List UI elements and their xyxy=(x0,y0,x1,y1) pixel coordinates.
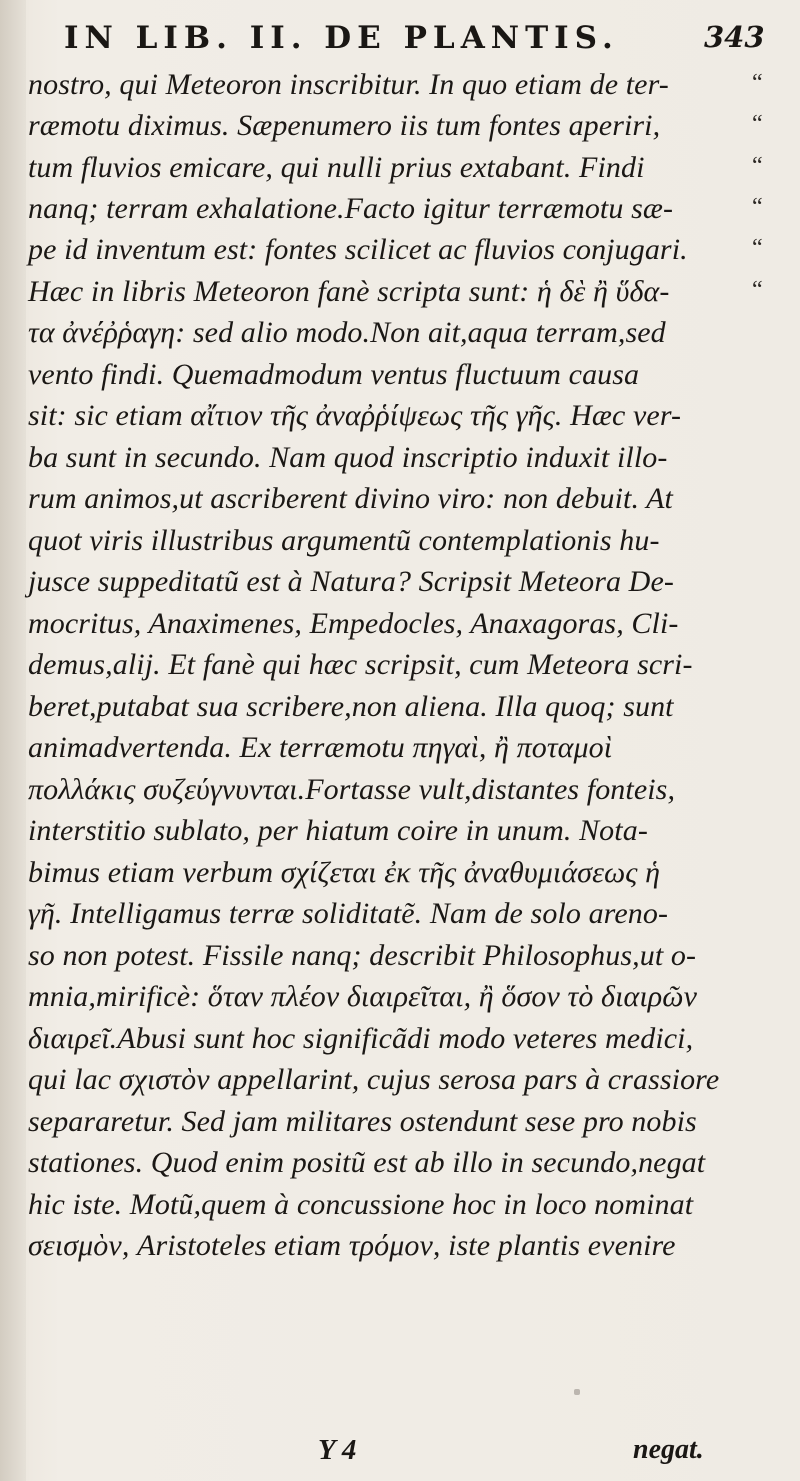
text-line: stationes. Quod enim positũ est ab illo in secundo,negat xyxy=(28,1146,706,1179)
text-line: separaretur. Sed jam militares ostendunt sese pro nobis xyxy=(28,1105,697,1138)
text-line: nanq; terram exhalatione.Facto igitur terræmotu sæ- xyxy=(28,192,674,225)
text-line: interstitio sublato, per hiatum coire in unum. Nota- xyxy=(28,814,648,847)
catchword: negat. xyxy=(633,1434,704,1465)
running-head: IN LIB. II. DE PLANTIS. xyxy=(64,20,619,56)
quotation-mark: “ xyxy=(752,277,763,303)
text-line: demus,alij. Et fanè qui hæc scripsit, cum Meteora scri- xyxy=(28,648,693,681)
text-line: qui lac σχιστὸν appellarint, cujus serosa pars à crassiore xyxy=(28,1063,720,1096)
text-line: ræmotu diximus. Sæpenumero iis tum fontes aperiri, xyxy=(28,109,661,142)
text-line: vento findi. Quemadmodum ventus fluctuum causa xyxy=(28,358,640,391)
text-line: γῆ. Intelligamus terræ soliditatẽ. Nam de solo areno- xyxy=(28,897,669,930)
text-line: mnia,mirificè: ὅταν πλέον διαιρεῖται, ἢ ὅσον τὸ διαιρῶν xyxy=(28,980,697,1013)
quotation-mark: “ xyxy=(752,235,763,261)
text-line: tum fluvios emicare, qui nulli prius extabant. Findi xyxy=(28,151,645,184)
quotation-mark: “ xyxy=(752,194,763,220)
text-line: Hæc in libris Meteoron fanè scripta sunt: ἡ δὲ ἢ ὕδα- xyxy=(28,275,670,308)
text-line: quot viris illustribus argumentũ contemplationis hu- xyxy=(28,524,660,557)
text-line: nostro, qui Meteoron inscribitur. In quo etiam de ter- xyxy=(28,68,669,101)
signature-mark: Y 4 xyxy=(318,1434,357,1466)
quotation-mark: “ xyxy=(752,70,763,96)
text-line: animadvertenda. Ex terræmotu πηγαὶ, ἢ ποταμοὶ xyxy=(28,731,613,764)
text-line: mocritus, Anaximenes, Empedocles, Anaxagoras, Cli- xyxy=(28,607,679,640)
text-line: so non potest. Fissile nanq; describit Philosophus,ut o- xyxy=(28,939,697,972)
text-line: διαιρεῖ.Abusi sunt hoc significãdi modo veteres medici, xyxy=(28,1022,694,1055)
text-line: pe id inventum est: fontes scilicet ac fluvios conjugari. xyxy=(28,233,688,266)
text-line: πολλάκις συζεύγνυνται.Fortasse vult,distantes fonteis, xyxy=(28,773,676,806)
text-line: beret,putabat sua scribere,non aliena. Illa quoq; sunt xyxy=(28,690,674,723)
text-line: jusce suppeditatũ est à Natura? Scripsit Meteora De- xyxy=(28,565,674,598)
text-line: hic iste. Motũ,quem à concussione hoc in loco nominat xyxy=(28,1188,694,1221)
text-line: σεισμὸν, Aristoteles etiam τρόμον, iste plantis evenire xyxy=(28,1229,676,1262)
text-line: sit: sic etiam αἴτιον τῆς ἀναῤῥίψεως τῆς γῆς. Hæc ver- xyxy=(28,399,682,432)
text-line: rum animos,ut ascriberent divino viro: non debuit. At xyxy=(28,482,673,515)
text-line: bimus etiam verbum σχίζεται ἐκ τῆς ἀναθυμιάσεως ἡ xyxy=(28,856,661,889)
text-line: τα ἀνέῤῥαγη: sed alio modo.Non ait,aqua terram,sed xyxy=(28,316,666,349)
quotation-mark: “ xyxy=(752,111,763,137)
quotation-mark: “ xyxy=(752,153,763,179)
ink-speck xyxy=(574,1389,580,1395)
page-number: 343 xyxy=(704,20,765,54)
text-line: ba sunt in secundo. Nam quod inscriptio induxit illo- xyxy=(28,441,668,474)
